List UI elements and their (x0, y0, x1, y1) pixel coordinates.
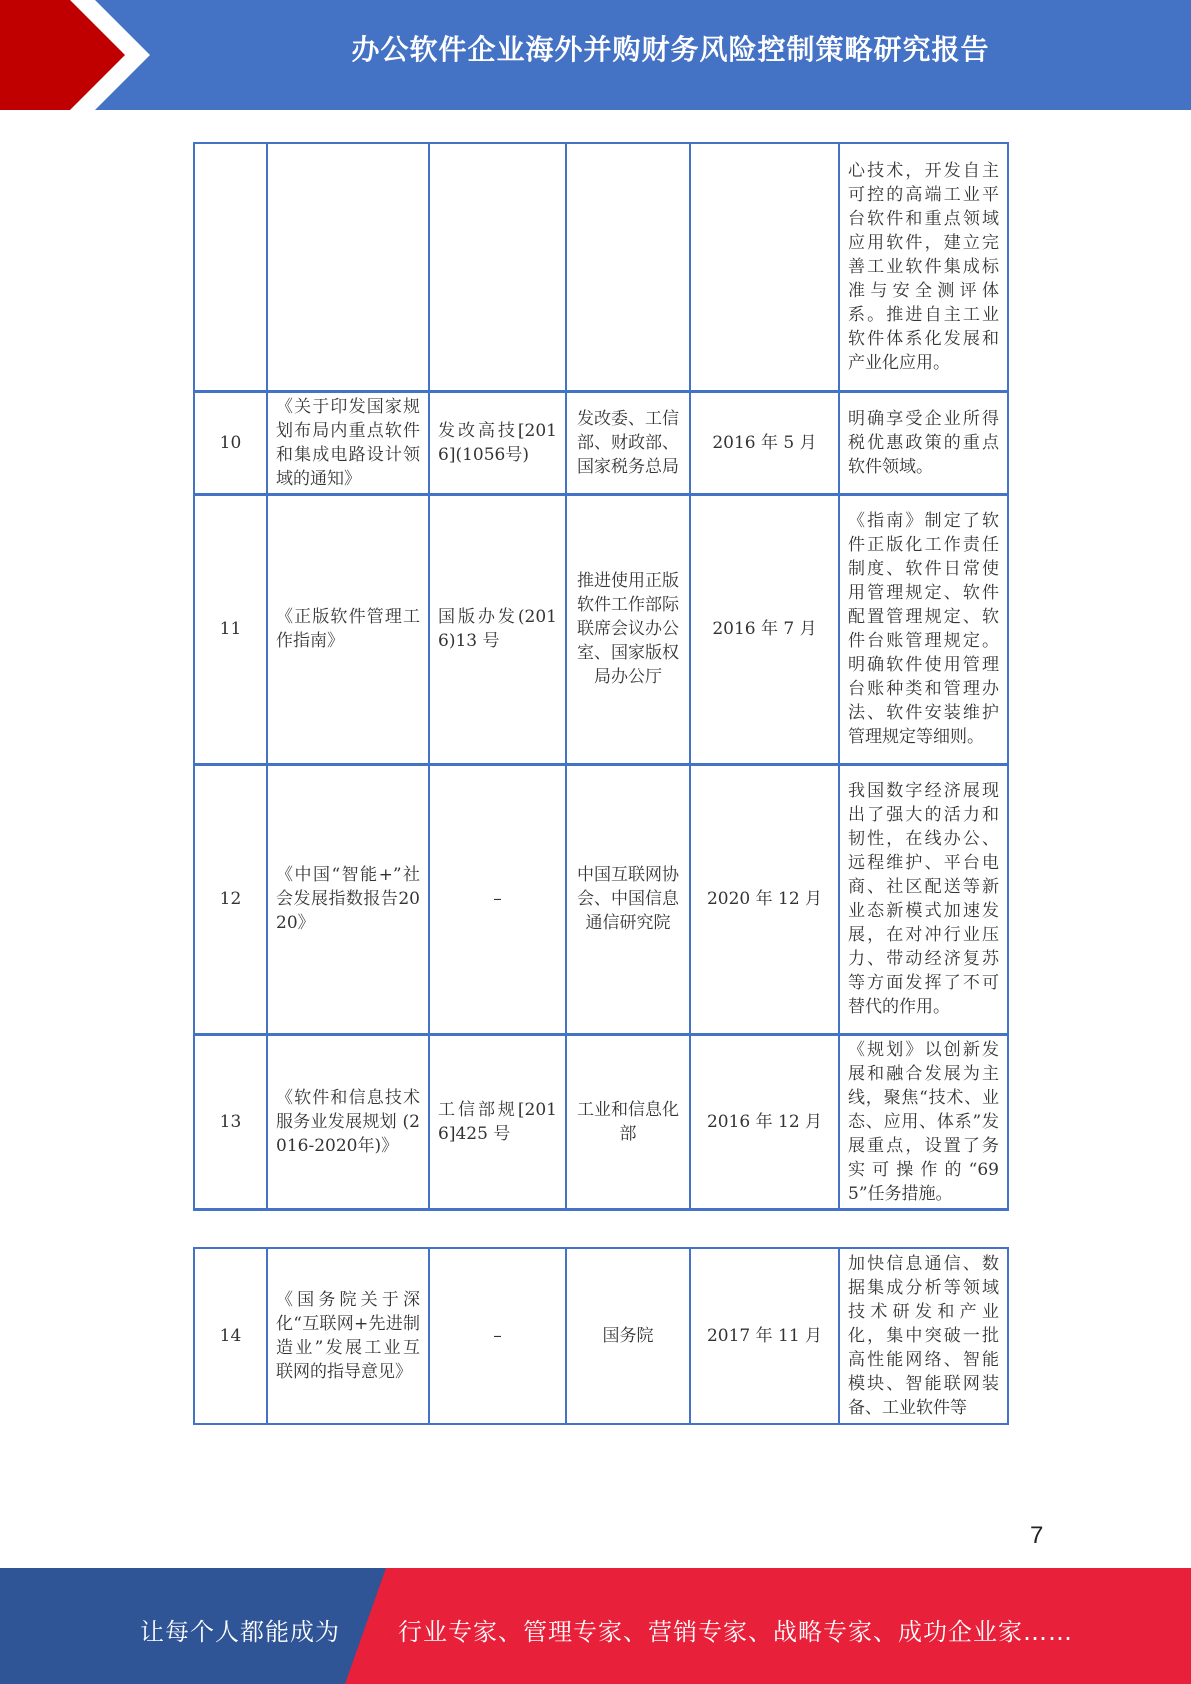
policy-table (193, 142, 1009, 1211)
table-row (194, 391, 1008, 494)
cell-dept: 工业和信息化部 (566, 1034, 690, 1209)
footer-slogan-left: 让每个人都能成为 (140, 1618, 340, 1646)
cell-doc: 工信部规[2016]425 号 (429, 1034, 566, 1209)
cell-num: 13 (194, 1034, 267, 1209)
cell-desc: 心技术，开发自主可控的高端工业平台软件和重点领域应用软件，建立完善工业软件集成标准与安全测评体系。推进自主工业软件体系化发展和产业化应用。 (839, 143, 1008, 391)
cell-desc: 加快信息通信、数据集成分析等领域技术研发和产业化，集中突破一批高性能网络、智能模块、智能联网装备、工业软件等 (839, 1248, 1008, 1424)
cell-doc: – (429, 1248, 566, 1424)
cell-dept (566, 143, 690, 391)
policy-table-continued (193, 1247, 1009, 1425)
page-number: 7 (1030, 1522, 1044, 1549)
cell-date: 2020 年 12 月 (690, 764, 839, 1034)
cell-name: 《正版软件管理工作指南》 (267, 494, 429, 764)
cell-date: 2016 年 5 月 (690, 391, 839, 494)
cell-doc: – (429, 764, 566, 1034)
cell-desc: 明确享受企业所得税优惠政策的重点软件领域。 (839, 391, 1008, 494)
page-header (0, 0, 1191, 110)
cell-name: 《中国“智能+”社会发展指数报告2020》 (267, 764, 429, 1034)
table-row (194, 494, 1008, 764)
cell-num: 10 (194, 391, 267, 494)
cell-dept: 发改委、工信部、财政部、国家税务总局 (566, 391, 690, 494)
cell-desc: 我国数字经济展现出了强大的活力和韧性，在线办公、远程维护、平台电商、社区配送等新业态新模式加速发展，在对冲行业压力、带动经济复苏等方面发挥了不可替代的作用。 (839, 764, 1008, 1034)
table-row (194, 1034, 1008, 1209)
cell-name: 《国务院关于深化“互联网+先进制造业”发展工业互联网的指导意见》 (267, 1248, 429, 1424)
cell-date: 2016 年 12 月 (690, 1034, 839, 1209)
cell-doc (429, 143, 566, 391)
footer-slogan-right: 行业专家、管理专家、营销专家、战略专家、成功企业家…… (398, 1618, 1073, 1646)
cell-doc: 国版办发(2016)13 号 (429, 494, 566, 764)
table-row (194, 1248, 1008, 1424)
header-arrow-icon (0, 0, 160, 110)
cell-doc: 发改高技[2016](1056号) (429, 391, 566, 494)
page-footer (0, 1568, 1191, 1684)
cell-num (194, 143, 267, 391)
table-row (194, 764, 1008, 1034)
report-title: 办公软件企业海外并购财务风险控制策略研究报告 (351, 33, 990, 66)
cell-dept: 中国互联网协会、中国信息通信研究院 (566, 764, 690, 1034)
cell-desc: 《规划》以创新发展和融合发展为主线，聚焦“技术、业态、应用、体系”发展重点，设置了务实可操作的“695”任务措施。 (839, 1034, 1008, 1209)
cell-num: 12 (194, 764, 267, 1034)
cell-dept: 国务院 (566, 1248, 690, 1424)
cell-date (690, 143, 839, 391)
cell-num: 14 (194, 1248, 267, 1424)
cell-date: 2017 年 11 月 (690, 1248, 839, 1424)
cell-num: 11 (194, 494, 267, 764)
cell-name (267, 143, 429, 391)
cell-desc: 《指南》制定了软件正版化工作责任制度、软件日常使用管理规定、软件配置管理规定、软件台账管理规定。明确软件使用管理台账种类和管理办法、软件安装维护管理规定等细则。 (839, 494, 1008, 764)
cell-date: 2016 年 7 月 (690, 494, 839, 764)
cell-name: 《软件和信息技术服务业发展规划 (2016-2020年)》 (267, 1034, 429, 1209)
cell-name: 《关于印发国家规划布局内重点软件和集成电路设计领域的通知》 (267, 391, 429, 494)
cell-dept: 推进使用正版软件工作部际联席会议办公室、国家版权局办公厅 (566, 494, 690, 764)
table-row (194, 143, 1008, 391)
